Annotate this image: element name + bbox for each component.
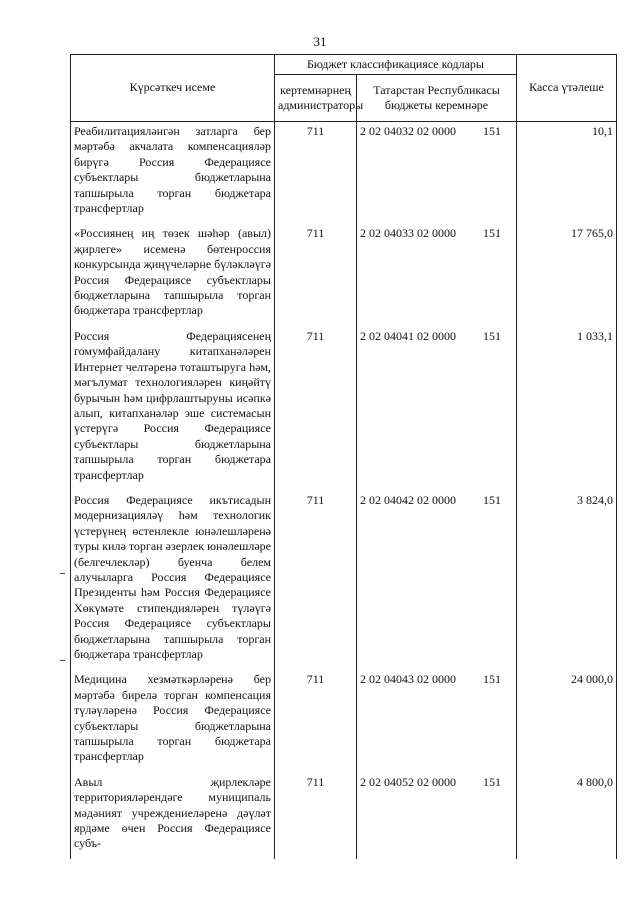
- page-number: 31: [313, 34, 327, 49]
- administrator-code: 711: [275, 223, 357, 325]
- indicator-name: Россия Федерациясенең гомумфайдалану китапханәләрен Интернет челтәренә тоташтыруга һәм, мәгълумат технологияләрен киңәйтү бурычын һәм цифрлаштыруны исәпкә алып, китапханәләр эше системасын үстерүгә Россия Федерациясе субъектлары бюджетларына тапшырыла торган бюджетара трансфертлар: [71, 326, 275, 490]
- revenue-type-code: 151: [483, 492, 501, 507]
- table-row: [71, 490, 617, 669]
- indicator-name: Медицина хезмәткәрләренә бер мәртәбә бирелә торган компенсация түләүләренә Россия Федерациясе субъектлары бюджетларына тапшырыла торган бюджетара трансфертлар: [71, 669, 275, 771]
- cash-execution-value: 3 824,0: [517, 490, 617, 669]
- indicator-name: Авыл җирлекләре территорияләрендәге муниципаль мәдәният учреждениеләренә дәүләт ярдәме өчен Россия Федерациясе субъ-: [71, 772, 275, 859]
- revenue-code: 2 02 04043 02 0000: [360, 672, 456, 687]
- revenue-type-code: 151: [483, 226, 501, 241]
- table-row: [71, 223, 617, 325]
- revenue-code: 2 02 04041 02 0000: [360, 328, 456, 343]
- revenue-type-code: 151: [483, 774, 501, 789]
- table-row: [71, 669, 617, 771]
- administrator-code: 711: [275, 772, 357, 859]
- margin-mark: [60, 573, 65, 574]
- cash-execution-value: 4 800,0: [517, 772, 617, 859]
- margin-mark: [60, 660, 65, 661]
- budget-codes-header: Бюджет классификациясе кодлары: [275, 55, 517, 75]
- revenue-code: 2 02 04033 02 0000: [360, 226, 456, 241]
- cash-execution-value: 24 000,0: [517, 669, 617, 771]
- revenue-type-code: 151: [483, 328, 501, 343]
- revenue-code-header: Татарстан Республикасы бюджеты керемнәре: [357, 75, 517, 122]
- revenue-code: 2 02 04042 02 0000: [360, 492, 456, 507]
- table-row: [71, 772, 617, 859]
- revenue-type-code: 151: [483, 124, 501, 138]
- indicator-header: Күрсәткеч исеме: [71, 55, 275, 122]
- administrator-code: 711: [275, 122, 357, 224]
- indicator-name: Россия Федерациясе икътисадын модернизацияләү һәм технологик үстерүнең өстенлекле юнәлешләренә туры килә торган әзерлек юнәлешләре (белгечлекләр) буенча белем алучыларга Россия Федерациясе Президенты һәм Россия Федерациясе Хөкүмәте стипендияләрен түләүгә Россия Федерациясе субъектлары бюджетларына тапшырыла торган бюджетара трансфертлар: [71, 490, 275, 669]
- cash-execution-value: 10,1: [517, 122, 617, 224]
- cash-execution-value: 1 033,1: [517, 326, 617, 490]
- indicator-name: «Россиянең иң төзек шәһәр (авыл) җирлеге» исеменә бөтенроссия конкурсында җиңүчеләрне бүләкләүгә Россия Федерациясе субъектлары бюджетларына тапшырыла торган бюджетара трансфертлар: [71, 223, 275, 325]
- revenue-code: 2 02 04052 02 0000: [360, 774, 456, 789]
- cash-execution-value: 17 765,0: [517, 223, 617, 325]
- revenue-administrator-header: кертемнәрнең администраторы: [275, 75, 357, 122]
- budget-revenue-table: [70, 54, 617, 859]
- administrator-code: 711: [275, 490, 357, 669]
- revenue-type-code: 151: [483, 672, 501, 687]
- table-row: [71, 326, 617, 490]
- administrator-code: 711: [275, 669, 357, 771]
- revenue-code: 2 02 04032 02 0000: [360, 124, 456, 138]
- cash-execution-header: Касса үтәлеше: [517, 55, 617, 122]
- indicator-name: Реабилитацияләнгән затларга бер мәртәбә акчалата компенсацияләр бирүгә Россия Федерациясе субъектлары бюджетларына тапшырыла торган бюджетара трансфертлар: [71, 122, 275, 224]
- administrator-code: 711: [275, 326, 357, 490]
- table-row: [71, 122, 617, 224]
